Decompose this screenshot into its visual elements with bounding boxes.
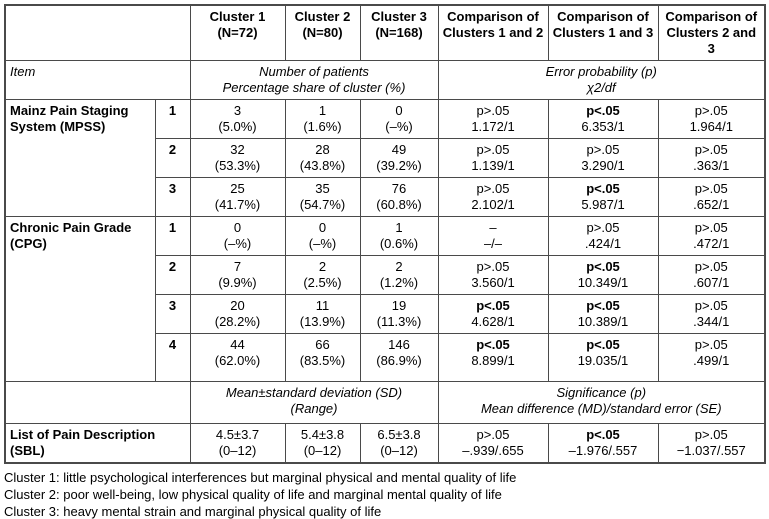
table-row [5,382,765,424]
cell-count: 49 [391,142,407,157]
test-statistic: 10.349/1 [577,275,629,290]
cpg-r2-cluster3-cell [360,256,438,295]
p-value: p>.05 [476,142,510,157]
cpg-r2-cluster1-cell [190,256,285,295]
cpg-r3-comp12-cell [438,295,548,334]
table-row [5,424,765,464]
sbl-comp23-cell [658,424,765,464]
p-value: p<.05 [476,298,510,313]
p-value: p>.05 [694,220,728,235]
test-statistic: 4.628/1 [471,314,515,329]
test-statistic: 3.290/1 [581,158,625,173]
cell-count: 32 [230,142,245,157]
cell-percent: (1.2%) [379,275,419,290]
cell-percent: (–%) [223,236,252,251]
cell-count: 7 [233,259,242,274]
cpg-r1-comp12-cell [438,217,548,256]
p-value: p>.05 [476,259,510,274]
cpg-r3-cluster2-cell [285,295,360,334]
measure-line: Mean±standard deviation (SD) [225,385,403,400]
cell-range: (0–12) [303,443,342,458]
cpg-r4-comp13-cell [548,334,658,382]
test-statistic: .607/1 [693,275,730,290]
table-row [5,61,765,100]
p-value: p<.05 [586,103,620,118]
p-value: p>.05 [476,103,510,118]
cell-percent: (5.0%) [218,119,257,134]
p-value: p<.05 [586,298,620,313]
mpss-r1-cluster1-cell [190,100,285,139]
mpss-r1-comp23-cell [658,100,765,139]
cell-percent: (13.9%) [299,314,346,329]
footnote-cluster3: Cluster 3: heavy mental strain and marginal physical quality of life [4,504,382,519]
table-row [5,100,765,139]
cell-mean-sd: 5.4±3.8 [300,427,345,442]
footnote-cluster2: Cluster 2: poor well-being, low physical quality of life and marginal mental quality of life [4,487,502,502]
p-value: p>.05 [586,142,620,157]
col-header-label: Cluster 3 [371,9,427,24]
p-value: p>.05 [694,181,728,196]
p-value: p>.05 [476,427,510,442]
measure-line: Number of patients [259,64,369,79]
cpg-r4-comp12-cell [438,334,548,382]
mpss-r3-cluster1-cell [190,178,285,217]
col-header-comparison-2-3: Comparison of Clusters 2 and 3 [658,5,765,61]
cell-percent: (60.8%) [376,197,422,212]
md-se-value: –.939/.655 [462,443,524,458]
mpss-grade-label: 3 [155,178,190,217]
col-header-cluster3 [360,5,438,61]
md-se-value: –1.976/.557 [568,443,638,458]
measure-line: Error probability (p) [545,64,657,79]
test-statistic: 1.139/1 [471,158,515,173]
test-statistic: .472/1 [693,236,730,251]
p-value: p>.05 [694,337,728,352]
cell-count: 76 [391,181,407,196]
p-value: p>.05 [586,220,620,235]
cell-percent: (54.7%) [299,197,346,212]
col-header-label: Cluster 1 [209,9,266,24]
test-statistic: .499/1 [693,353,730,368]
mpss-r2-comp12-cell [438,139,548,178]
cpg-r3-comp23-cell [658,295,765,334]
col-header-comparison-1-3: Comparison of Clusters 1 and 3 [548,5,658,61]
p-value: p<.05 [586,181,620,196]
col-header-n: (N=168) [375,25,423,40]
cell-percent: (28.2%) [214,314,261,329]
p-value: p>.05 [694,103,728,118]
p-value: p>.05 [694,427,728,442]
mpss-r1-cluster2-cell [285,100,360,139]
mpss-r2-cluster2-cell [285,139,360,178]
cell-percent: (9.9%) [218,275,257,290]
cpg-r2-comp12-cell [438,256,548,295]
test-statistic: 3.560/1 [471,275,515,290]
cpg-r1-cluster1-cell [190,217,285,256]
mpss-r2-comp13-cell [548,139,658,178]
cell-count: 2 [318,259,327,274]
sbl-comp12-cell [438,424,548,464]
mpss-r2-cluster3-cell [360,139,438,178]
mpss-r3-cluster3-cell [360,178,438,217]
mpss-r2-cluster1-cell [190,139,285,178]
measure-line: (Range) [290,401,338,416]
cpg-r4-cluster2-cell [285,334,360,382]
cell-count: 3 [233,103,242,118]
measure-line: Percentage share of cluster (%) [222,80,406,95]
cell-count: 1 [395,220,403,235]
cpg-r3-cluster3-cell [360,295,438,334]
cell-count: 19 [391,298,407,313]
table-footnotes [4,469,765,519]
mpss-r3-cluster2-cell [285,178,360,217]
p-value: p<.05 [586,427,620,442]
mpss-r3-comp13-cell [548,178,658,217]
test-statistic: 1.964/1 [689,119,733,134]
group-label-sbl: List of Pain Description (SBL) [5,424,190,464]
cpg-r1-cluster2-cell [285,217,360,256]
stats-corner-cell [5,382,190,424]
cell-percent: (–%) [308,236,337,251]
cell-count: 11 [315,298,330,313]
cluster-comparison-table [4,4,766,464]
test-statistic: .424/1 [584,236,622,251]
footnote-cluster1: Cluster 1: little psychological interferences but marginal physical and mental quality of life [4,470,517,485]
cell-percent: (83.5%) [299,353,346,368]
p-value: p<.05 [476,337,510,352]
p-value: p>.05 [694,298,728,313]
test-statistic: .363/1 [693,158,730,173]
patients-measure-cell [190,61,438,100]
col-header-label: Cluster 2 [294,9,351,24]
md-se-value: −1.037/.557 [676,443,746,458]
test-statistic: .344/1 [693,314,730,329]
sbl-cluster1-cell [190,424,285,464]
cell-count: 35 [315,181,330,196]
table-row [5,217,765,256]
test-statistic: 10.389/1 [577,314,629,329]
col-header-cluster2 [285,5,360,61]
cpg-r2-comp23-cell [658,256,765,295]
cpg-r4-comp23-cell [658,334,765,382]
cell-percent: (–%) [385,119,413,134]
mpss-r1-comp13-cell [548,100,658,139]
cpg-grade-label: 1 [155,217,190,256]
cell-count: 28 [315,142,330,157]
cell-count: 0 [395,103,403,118]
cell-count: 66 [315,337,330,352]
test-statistic: 1.172/1 [471,119,515,134]
cell-count: 0 [318,220,327,235]
mpss-r1-cluster3-cell [360,100,438,139]
cpg-r1-cluster3-cell [360,217,438,256]
p-value: p>.05 [476,181,510,196]
mpss-r1-comp12-cell [438,100,548,139]
p-value: p>.05 [694,142,728,157]
cell-percent: (11.3%) [376,314,422,329]
cpg-r4-cluster1-cell [190,334,285,382]
cell-mean-sd: 6.5±3.8 [377,427,421,442]
cpg-r2-cluster2-cell [285,256,360,295]
cell-range: (0–12) [218,443,257,458]
cpg-grade-label: 4 [155,334,190,382]
cell-count: 2 [395,259,403,274]
cpg-grade-label: 3 [155,295,190,334]
cell-percent: (0.6%) [379,236,419,251]
cell-percent: (2.5%) [303,275,342,290]
col-header-n: (N=80) [302,25,343,40]
mpss-r2-comp23-cell [658,139,765,178]
col-header-comparison-1-2: Comparison of Clusters 1 and 2 [438,5,548,61]
measure-line: Significance (p) [556,385,647,400]
test-statistic: .652/1 [693,197,730,212]
cell-range: (0–12) [380,443,418,458]
test-statistic: 2.102/1 [471,197,515,212]
col-header-cluster1 [190,5,285,61]
mpss-r3-comp12-cell [438,178,548,217]
cpg-r4-cluster3-cell [360,334,438,382]
cell-count: 44 [230,337,245,352]
item-header-cell: Item [5,61,190,100]
cpg-r2-comp13-cell [548,256,658,295]
cpg-r1-comp13-cell [548,217,658,256]
cpg-grade-label: 2 [155,256,190,295]
cell-mean-sd: 4.5±3.7 [215,427,260,442]
measure-line: χ2/df [586,80,616,95]
cell-percent: (86.9%) [376,353,422,368]
mpss-grade-label: 1 [155,100,190,139]
sbl-cluster3-cell [360,424,438,464]
cell-count: 1 [318,103,327,118]
test-statistic: 19.035/1 [577,353,629,368]
cell-percent: (1.6%) [303,119,342,134]
mpss-grade-label: 2 [155,139,190,178]
cell-percent: (43.8%) [299,158,346,173]
cell-count: 20 [230,298,245,313]
sbl-cluster2-cell [285,424,360,464]
test-statistic: 6.353/1 [581,119,625,134]
cell-percent: (41.7%) [214,197,261,212]
cell-count: 146 [388,337,410,352]
sbl-comp13-cell [548,424,658,464]
cpg-r3-cluster1-cell [190,295,285,334]
measure-line: Mean difference (MD)/standard error (SE) [480,401,722,416]
cell-percent: (39.2%) [376,158,422,173]
mean-sd-measure-cell [190,382,438,424]
p-value: – [489,220,497,235]
cell-count: 25 [230,181,245,196]
col-header-n: (N=72) [217,25,258,40]
cell-percent: (53.3%) [214,158,261,173]
group-label-mpss: Mainz Pain Staging System (MPSS) [5,100,155,217]
group-label-cpg: Chronic Pain Grade (CPG) [5,217,155,382]
cpg-r1-comp23-cell [658,217,765,256]
corner-cell [5,5,190,61]
cpg-r3-comp13-cell [548,295,658,334]
p-value: p<.05 [586,337,620,352]
test-statistic: 5.987/1 [581,197,625,212]
error-measure-cell [438,61,765,100]
table-row [5,5,765,61]
mpss-r3-comp23-cell [658,178,765,217]
p-value: p>.05 [694,259,728,274]
cell-percent: (62.0%) [214,353,261,368]
test-statistic: –/– [483,236,503,251]
test-statistic: 8.899/1 [471,353,515,368]
p-value: p<.05 [586,259,620,274]
significance-measure-cell [438,382,765,424]
cell-count: 0 [233,220,242,235]
